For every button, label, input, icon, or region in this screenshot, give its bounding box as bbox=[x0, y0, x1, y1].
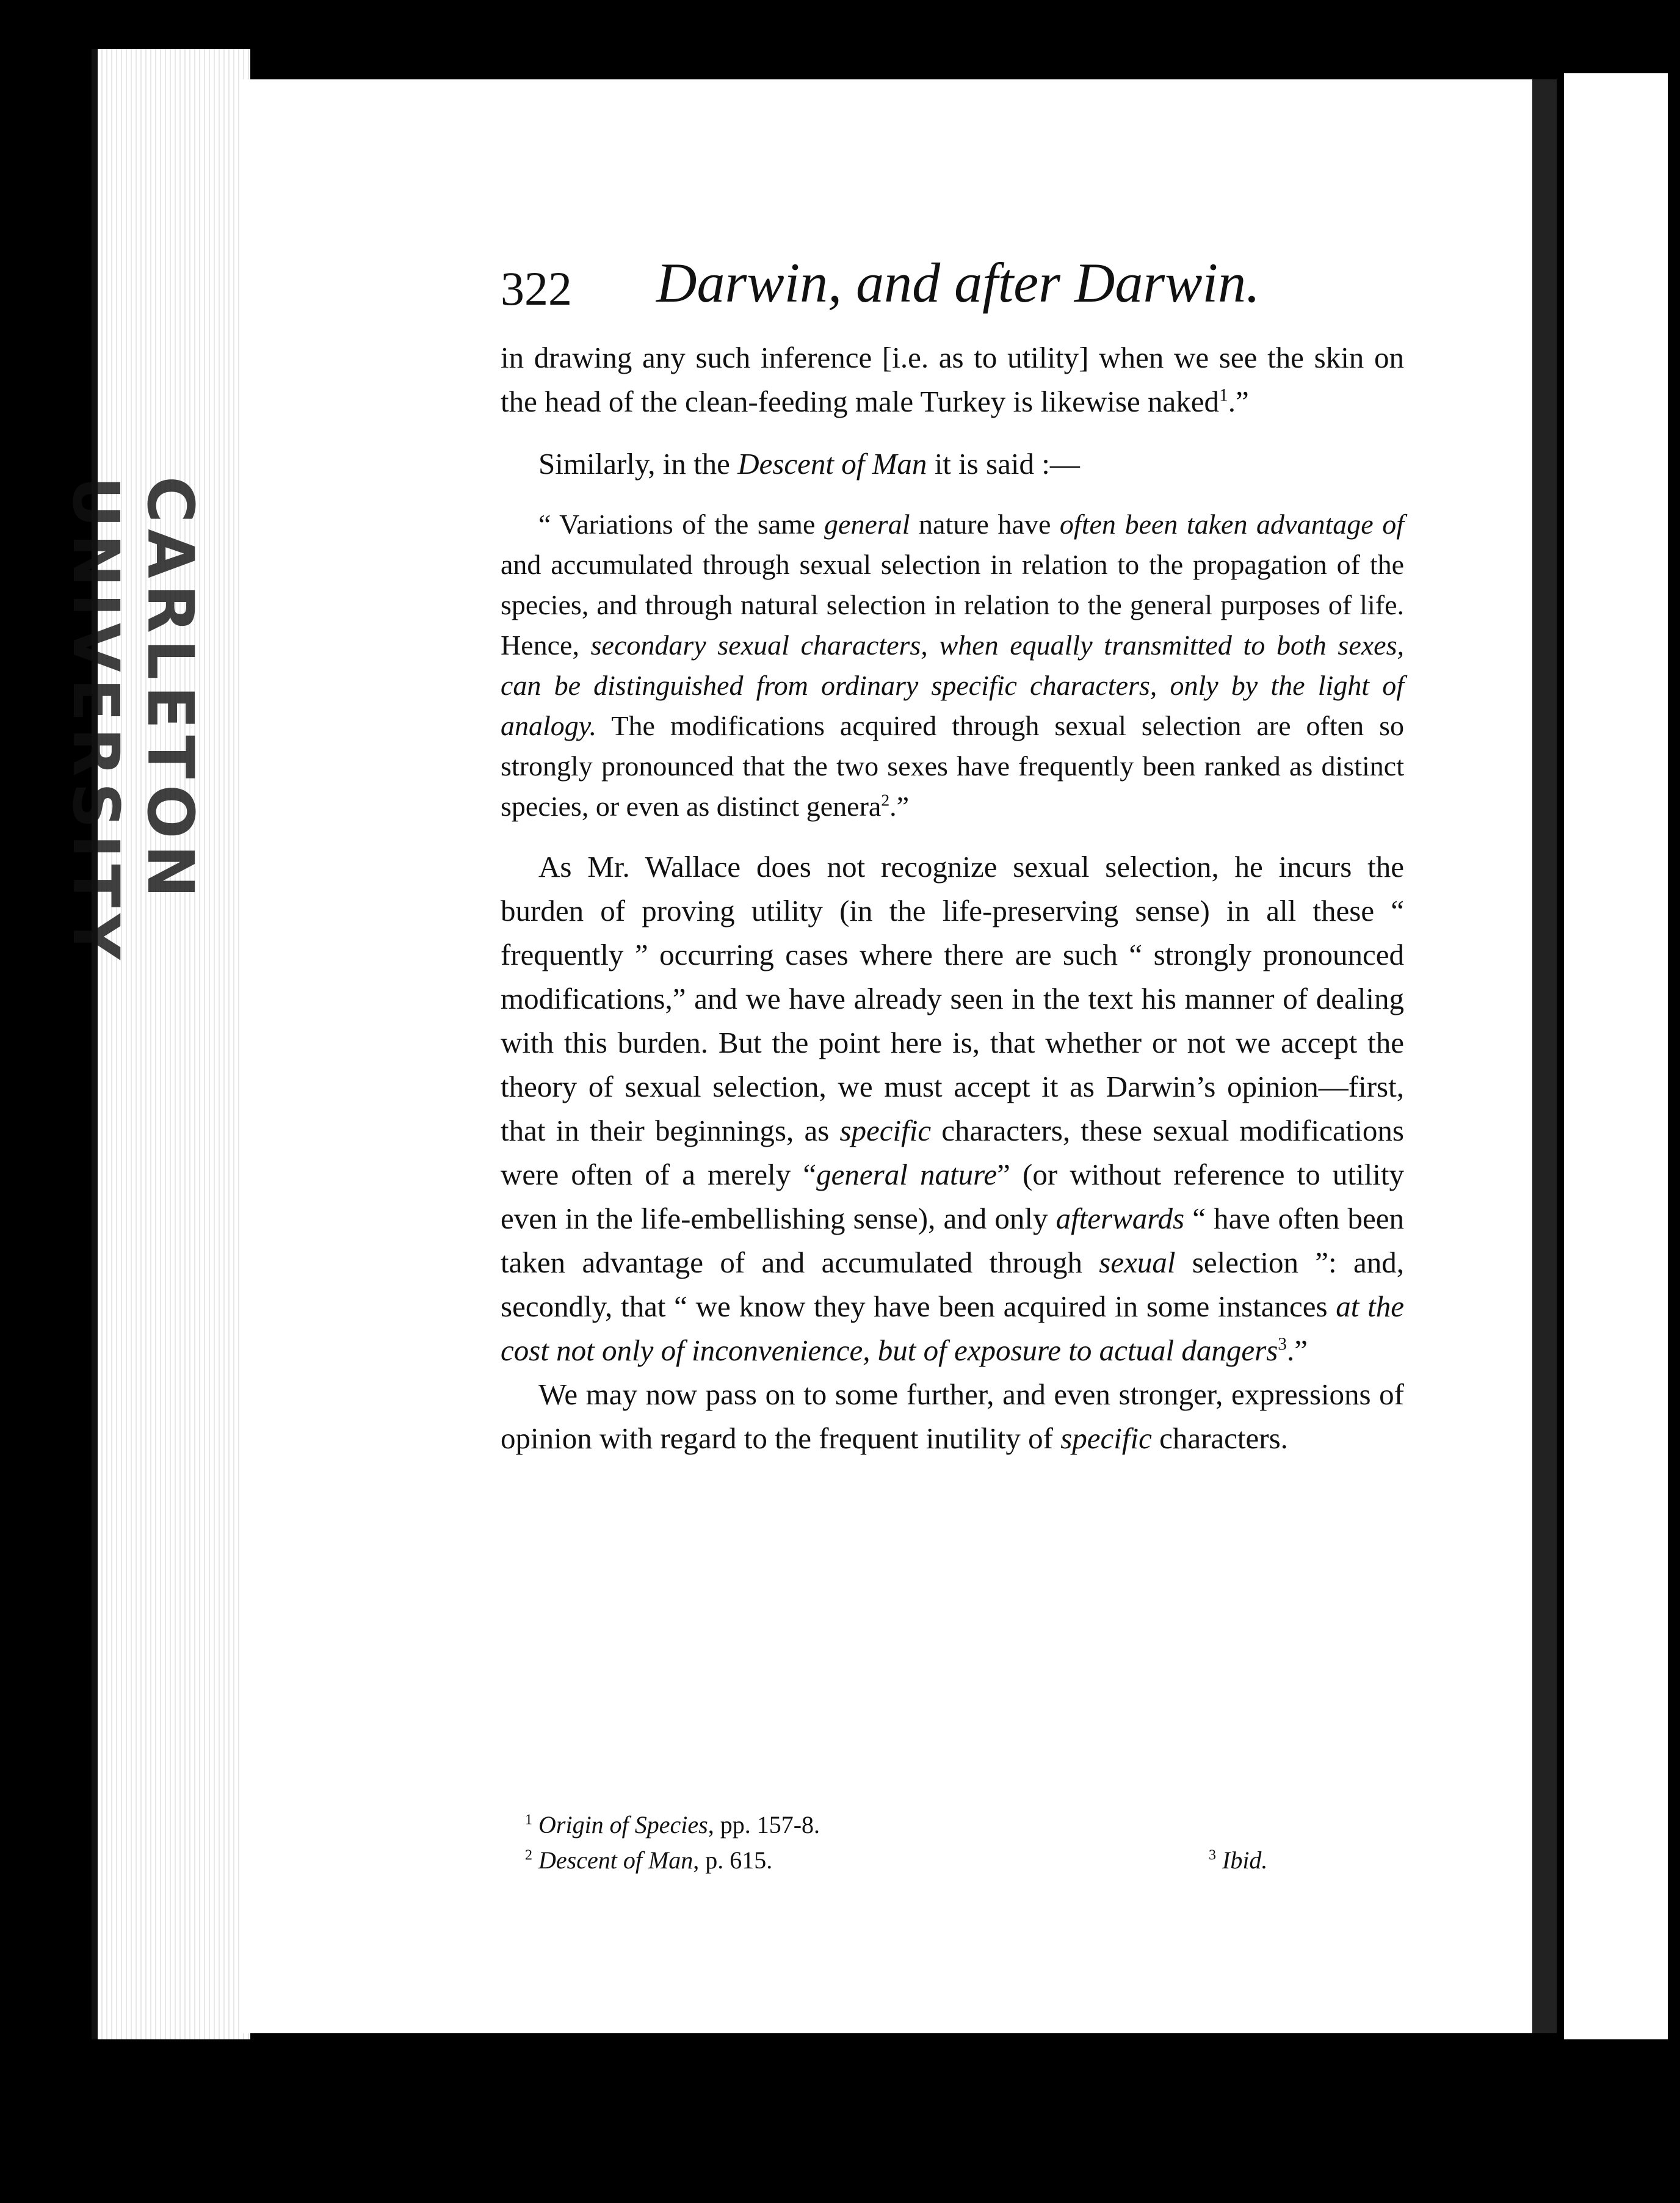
footnotes bbox=[525, 1807, 1343, 1878]
book-gutter bbox=[1532, 79, 1557, 2033]
footnote-2-text: , p. 615. bbox=[693, 1846, 773, 1874]
footnote-1-title: Origin of Species bbox=[538, 1811, 708, 1838]
paragraph-3-close: .” bbox=[1286, 1334, 1308, 1367]
footnote-ref-1: 1 bbox=[1218, 385, 1228, 405]
footnote-2 bbox=[525, 1843, 1343, 1878]
quote-text-g: The modifications acquired through sexual selection are often so strongly pronounced that the two sexes have frequently been ranked as distinct species, or even as distinct genera bbox=[501, 710, 1404, 822]
page-header bbox=[501, 250, 1270, 324]
paragraph-1-text: in drawing any such inference [i.e. as to utility] when we see the skin on the head of the clean-feeding male Turkey is likewise naked bbox=[501, 341, 1404, 418]
footnote-3-title: Ibid. bbox=[1222, 1846, 1268, 1874]
paragraph-2-text-c: it is said :— bbox=[927, 447, 1080, 481]
paragraph-3-italic-j: at the cost not only of inconvenience, but of exposure to actual dangers bbox=[501, 1290, 1404, 1367]
paragraph-2-text-a: Similarly, in the bbox=[538, 447, 738, 481]
paragraph-3-text-g: “ have often been taken advantage of and accumulated through bbox=[501, 1202, 1404, 1279]
paragraph-4-text-a: We may now pass on to some further, and even stronger, expressions of opinion with regard to the frequent inutility of bbox=[501, 1377, 1404, 1455]
paragraph-3-text-e: ” (or without reference to utility even in the life-embellishing sense), and only bbox=[501, 1158, 1404, 1235]
page-number: 322 bbox=[501, 262, 572, 315]
facing-page-edge bbox=[1564, 73, 1668, 2039]
footnote-2-title: Descent of Man bbox=[538, 1846, 693, 1874]
quote-text-c: nature have bbox=[910, 509, 1060, 540]
page-body bbox=[501, 336, 1404, 1461]
footnote-2-marker: 2 bbox=[525, 1847, 532, 1864]
footnote-ref-3: 3 bbox=[1278, 1334, 1287, 1354]
block-quote bbox=[501, 504, 1404, 827]
quote-text-e: and accumulated through sexual selection in relation to the propagation of the species, and through natural selection in relation to the general purposes of life. Hence, bbox=[501, 549, 1404, 661]
paragraph-4 bbox=[501, 1373, 1404, 1461]
paragraph-3-text-a: As Mr. Wallace does not recognize sexual selection, he incurs the burden of proving utility (in the life-preserving sense) in all these “ frequently ” occurring cases where there are such “ strongly pronounced modifications,” and we have already seen in the text his manner of dealing with this burden. But the point here is, that whether or not we accept the theory of sexual selection, we must accept it as Darwin’s opinion—first, that in their beginnings, as bbox=[501, 850, 1404, 1147]
paragraph-4-italic-b: specific bbox=[1060, 1421, 1152, 1455]
paragraph-3-italic-h: sexual bbox=[1099, 1246, 1176, 1279]
paragraph-2 bbox=[501, 442, 1404, 486]
paragraph-3-italic-f: afterwards bbox=[1055, 1202, 1185, 1235]
quote-close: .” bbox=[889, 791, 910, 822]
paragraph-3 bbox=[501, 845, 1404, 1373]
paragraph-3-text-i: selection ”: and, secondly, that “ we know they have been acquired in some instances bbox=[501, 1246, 1404, 1323]
paragraph-3-italic-d: general nature bbox=[816, 1158, 998, 1191]
paragraph-3-italic-b: specific bbox=[839, 1114, 932, 1147]
paragraph-4-text-c: characters. bbox=[1151, 1421, 1288, 1455]
paragraph-1 bbox=[501, 336, 1404, 424]
quote-text-a: “ Variations of the same bbox=[538, 509, 824, 540]
quote-italic-d: often been taken advantage of bbox=[1059, 509, 1404, 540]
footnote-3-marker: 3 bbox=[1209, 1847, 1216, 1864]
library-stamp: CARLETON UNIVERSITY bbox=[59, 476, 208, 966]
footnote-1 bbox=[525, 1807, 1343, 1843]
footnote-1-text: , pp. 157-8. bbox=[708, 1811, 820, 1838]
footnote-1-marker: 1 bbox=[525, 1812, 532, 1828]
paragraph-2-italic-title: Descent of Man bbox=[737, 447, 927, 481]
paragraph-1-close: .” bbox=[1228, 385, 1249, 418]
quote-italic-f: secondary sexual characters, when equally transmitted to both sexes, can be distinguished from ordinary specific characters, only by the light of analogy. bbox=[501, 630, 1404, 741]
quote-italic-b: general bbox=[824, 509, 910, 540]
footnote-ref-2: 2 bbox=[881, 790, 890, 810]
footnote-3 bbox=[1209, 1843, 1267, 1878]
running-title: Darwin, and after Darwin. bbox=[656, 252, 1261, 314]
paragraph-3-text-c: characters, these sexual modifications were often of a merely “ bbox=[501, 1114, 1404, 1191]
